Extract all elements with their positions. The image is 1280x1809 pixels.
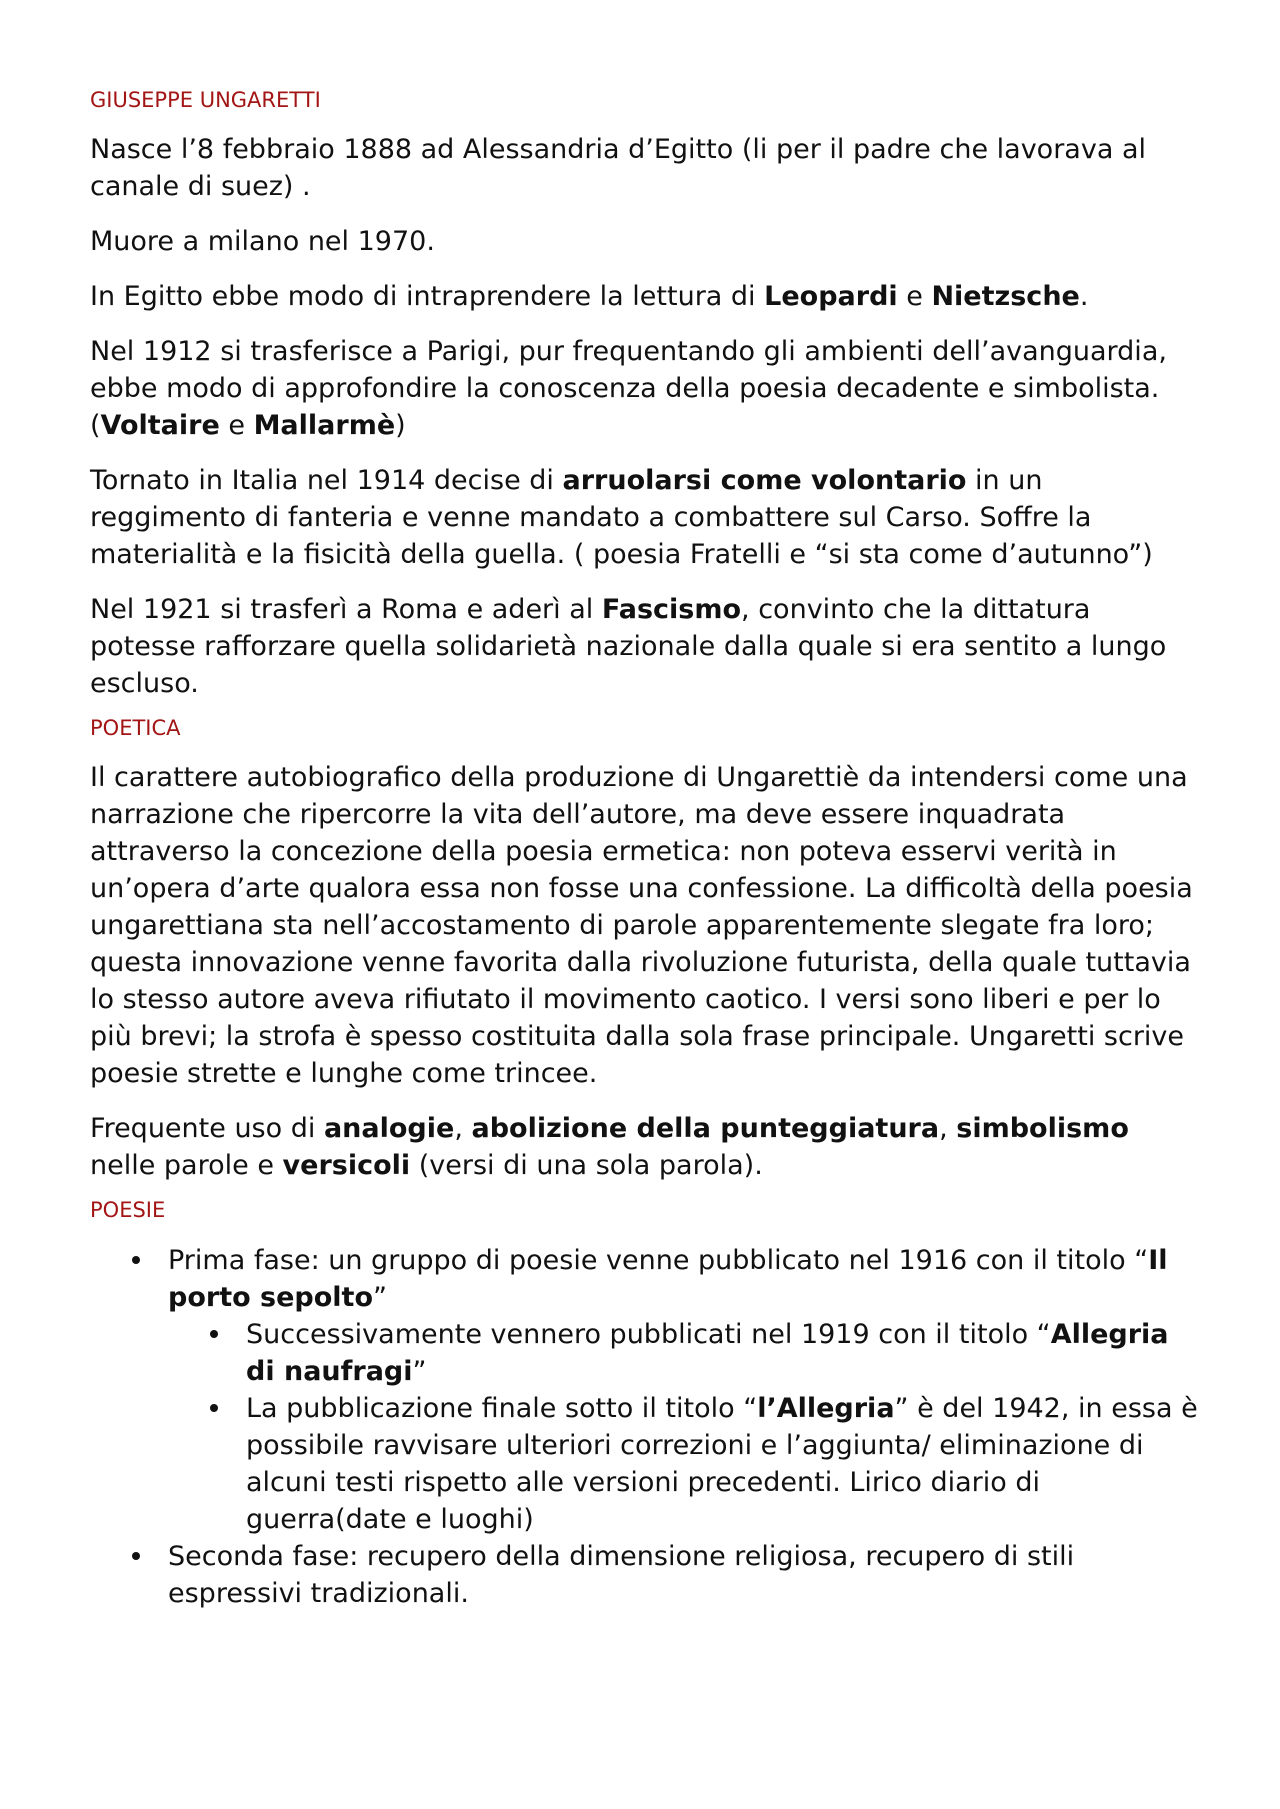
document-body bbox=[90, 88, 1200, 1612]
bullet-icon bbox=[210, 1330, 218, 1338]
bullet-icon bbox=[132, 1552, 140, 1560]
list-item: Seconda fase: recupero della dimensione religiosa, recupero di stili espressivi tradizionali. bbox=[90, 1538, 1200, 1612]
bold-term: abolizione della punteggiatura bbox=[471, 1113, 940, 1145]
paragraph-paris: Nel 1912 si trasferisce a Parigi, pur frequentando gli ambienti dell’avanguardia, ebbe modo di approfondire la conoscenza della poesia decadente e simbolista.(Voltaire e Mallarmè) bbox=[90, 336, 1167, 442]
paragraph-rome: Nel 1921 si trasferì a Roma e aderì al Fascismo, convinto che la dittatura potesse rafforzare quella solidarietà nazionale dalla quale si era sentito a lungo escluso. bbox=[90, 594, 1167, 700]
bullet-icon bbox=[132, 1256, 140, 1264]
bold-term: Il porto sepolto bbox=[168, 1244, 1168, 1313]
sub-list bbox=[168, 1316, 1200, 1538]
list-item: La pubblicazione finale sotto il titolo “l’Allegria” è del 1942, in essa è possibile ravvisare ulteriori correzioni e l’aggiunta/ eliminazione di alcuni testi rispetto alle versioni precedenti. Lirico diario di guerra(date e luoghi) bbox=[168, 1390, 1200, 1538]
paragraph-poetica: Il carattere autobiografico della produzione di Ungarettiè da intendersi come una narrazione che ripercorre la vita dell’autore, ma deve essere inquadrata attraverso la concezione della poesia ermetica: non poteva esservi verità in un’opera d’arte qualora essa non fosse una confessione. La difficoltà della poesia ungarettiana sta nell’accostamento di parole apparentemente slegate fra loro; questa innovazione venne favorita dalla rivoluzione futurista, della quale tuttavia lo stesso autore aveva rifiutato il movimento caotico. I versi sono liberi e per lo più brevi; la strofa è spesso costituita dalla sola frase principale. Ungaretti scrive poesie strette e lunghe come trincee. bbox=[90, 762, 1193, 1090]
paragraph-techniques: Frequente uso di analogie, abolizione della punteggiatura, simbolismo nelle parole e versicoli (versi di una sola parola). bbox=[90, 1113, 1129, 1182]
bold-term: l’Allegria bbox=[757, 1392, 895, 1424]
bold-term: analogie bbox=[323, 1113, 455, 1145]
section-heading-poetica: POETICA bbox=[90, 716, 181, 741]
bold-term: versicoli bbox=[282, 1150, 411, 1182]
bold-term: Mallarmè bbox=[253, 410, 396, 442]
bold-term: Nietzsche bbox=[931, 281, 1080, 313]
poems-list bbox=[90, 1242, 1200, 1612]
paragraph-italy: Tornato in Italia nel 1914 decise di arruolarsi come volontario in un reggimento di fanteria e venne mandato a combattere sul Carso. Soffre la materialità e la fisicità della guella. ( poesia Fratelli e “si sta come d’autunno”) bbox=[90, 465, 1153, 571]
bold-term: Leopardi bbox=[764, 281, 898, 313]
paragraph-birth: Nasce l’8 febbraio 1888 ad Alessandria d’Egitto (li per il padre che lavorava al canale di suez) . bbox=[90, 134, 1146, 203]
list-item: Successivamente vennero pubblicati nel 1919 con il titolo “Allegria di naufragi” bbox=[168, 1316, 1200, 1390]
paragraph-egypt: In Egitto ebbe modo di intraprendere la lettura di Leopardi e Nietzsche. bbox=[90, 281, 1089, 313]
bold-term: Voltaire bbox=[100, 410, 220, 442]
bold-term: Allegria di naufragi bbox=[246, 1318, 1169, 1387]
paragraph-death: Muore a milano nel 1970. bbox=[90, 226, 435, 258]
section-heading-poesie: POESIE bbox=[90, 1198, 166, 1223]
list-item: Prima fase: un gruppo di poesie venne pubblicato nel 1916 con il titolo “Il porto sepolto” Successivamente vennero pubblicati nel 1919 con il titolo “Allegria di naufragi” La pubblicazione finale sotto il titolo “l’Allegria” è del 1942, in essa è possibile ravvisare ulteriori correzioni e l’aggiunta/ eliminazione di alcuni testi rispetto alle versioni precedenti. Lirico diario di guerra(date e luoghi) bbox=[90, 1242, 1200, 1538]
section-heading-bio: GIUSEPPE UNGARETTI bbox=[90, 88, 321, 112]
bold-term: Fascismo bbox=[601, 594, 742, 626]
bold-term: arruolarsi come volontario bbox=[562, 465, 967, 497]
bullet-icon bbox=[210, 1404, 218, 1412]
bold-term: simbolismo bbox=[956, 1113, 1129, 1145]
